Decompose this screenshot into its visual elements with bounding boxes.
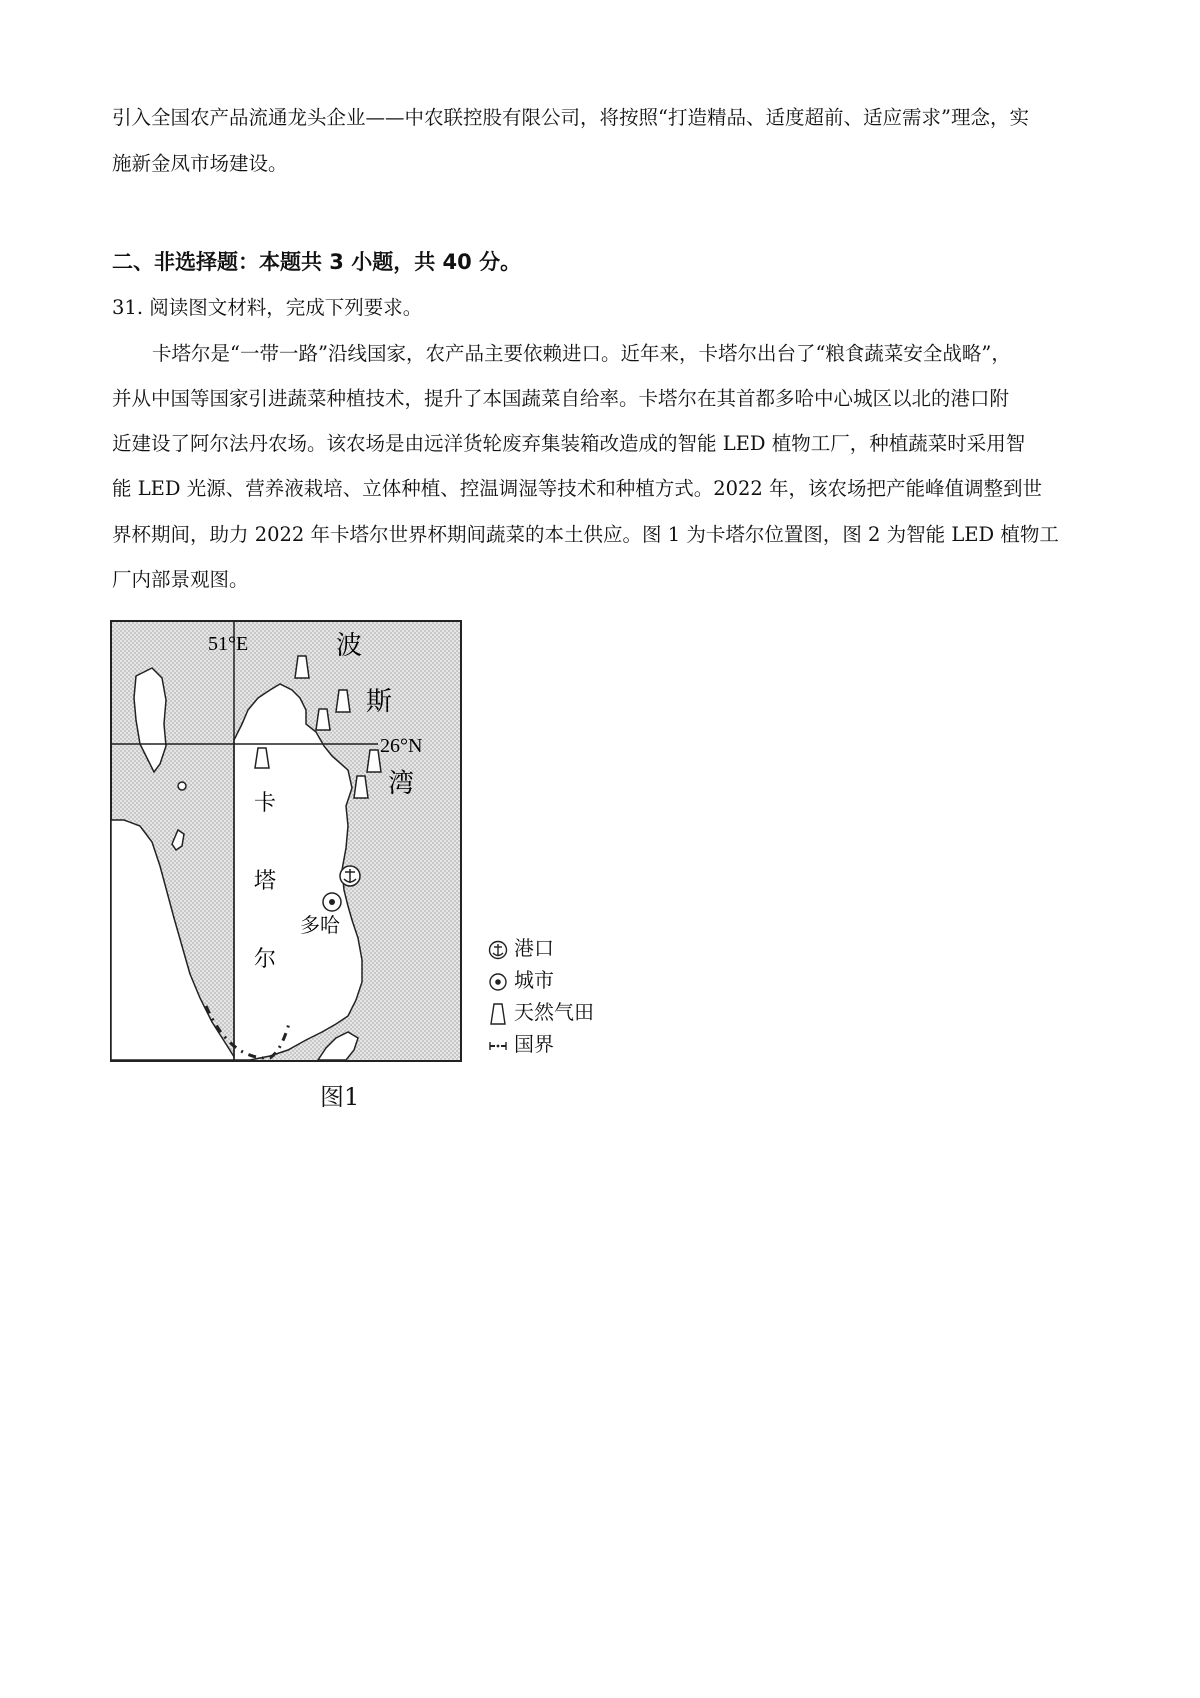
legend-label: 国界 (514, 1032, 554, 1056)
gas-field-icon (255, 748, 269, 768)
city-label: 多哈 (300, 913, 340, 937)
paragraph-line: 引入全国农产品流通龙头企业——中农联控股有限公司，将按照“打造精品、适度超前、适应需求”理念，实 (112, 106, 1029, 129)
material-line: 近建设了阿尔法丹农场。该农场是由远洋货轮废弃集装箱改造成的智能 LED 植物工厂，种植蔬菜时采用智 (112, 432, 1026, 455)
gas-field-icon (354, 776, 368, 798)
sea-label-char: 斯 (366, 687, 393, 717)
gas-field-icon (488, 1002, 508, 1026)
country-label-char: 尔 (254, 947, 277, 972)
material-line: 卡塔尔是“一带一路”沿线国家，农产品主要依赖进口。近年来，卡塔尔出台了“粮食蔬菜安全战略”， (152, 342, 1011, 365)
gas-field-icon (336, 690, 350, 712)
paragraph-line: 施新金凤市场建设。 (112, 152, 288, 175)
material-line: 界杯期间，助力 2022 年卡塔尔世界杯期间蔬菜的本土供应。图 1 为卡塔尔位置图，图 2 为智能 LED 植物工 (112, 523, 1059, 546)
legend-border (488, 1030, 554, 1058)
latitude-label: 26°N (380, 735, 423, 757)
legend-gas-field (488, 998, 594, 1026)
material-line: 能 LED 光源、营养液栽培、立体种植、控温调湿等技术和种植方式。2022 年，该农场把产能峰值调整到世 (112, 477, 1043, 500)
figure-caption: 图1 (320, 1083, 360, 1111)
gas-field-icon (367, 750, 381, 772)
country-label-char: 卡 (254, 791, 277, 816)
material-line: 厂内部景观图。 (112, 568, 249, 591)
sea-label-char: 波 (336, 631, 363, 661)
longitude-label: 51°E (208, 633, 249, 655)
port-icon (488, 940, 508, 960)
question-stem: 31. 阅读图文材料，完成下列要求。 (112, 296, 423, 319)
material-line: 并从中国等国家引进蔬菜种植技术，提升了本国蔬菜自给率。卡塔尔在其首都多哈中心城区以北的港口附 (112, 387, 1010, 410)
legend-port (488, 934, 554, 962)
port-icon (340, 866, 360, 886)
border-icon (488, 1036, 508, 1056)
legend-label: 天然气田 (514, 1000, 594, 1024)
gas-field-icon (316, 709, 330, 730)
legend-city (488, 966, 554, 994)
section-heading: 二、非选择题：本题共 3 小题，共 40 分。 (112, 250, 522, 274)
qatar-location-map (110, 620, 486, 1066)
islet (178, 782, 186, 790)
sea-label-char: 湾 (388, 769, 415, 799)
gas-field-icon (295, 656, 309, 678)
country-label-char: 塔 (254, 869, 277, 894)
city-icon (488, 972, 508, 992)
legend-label: 城市 (514, 968, 554, 992)
city-icon (323, 893, 341, 911)
legend-label: 港口 (514, 936, 554, 960)
